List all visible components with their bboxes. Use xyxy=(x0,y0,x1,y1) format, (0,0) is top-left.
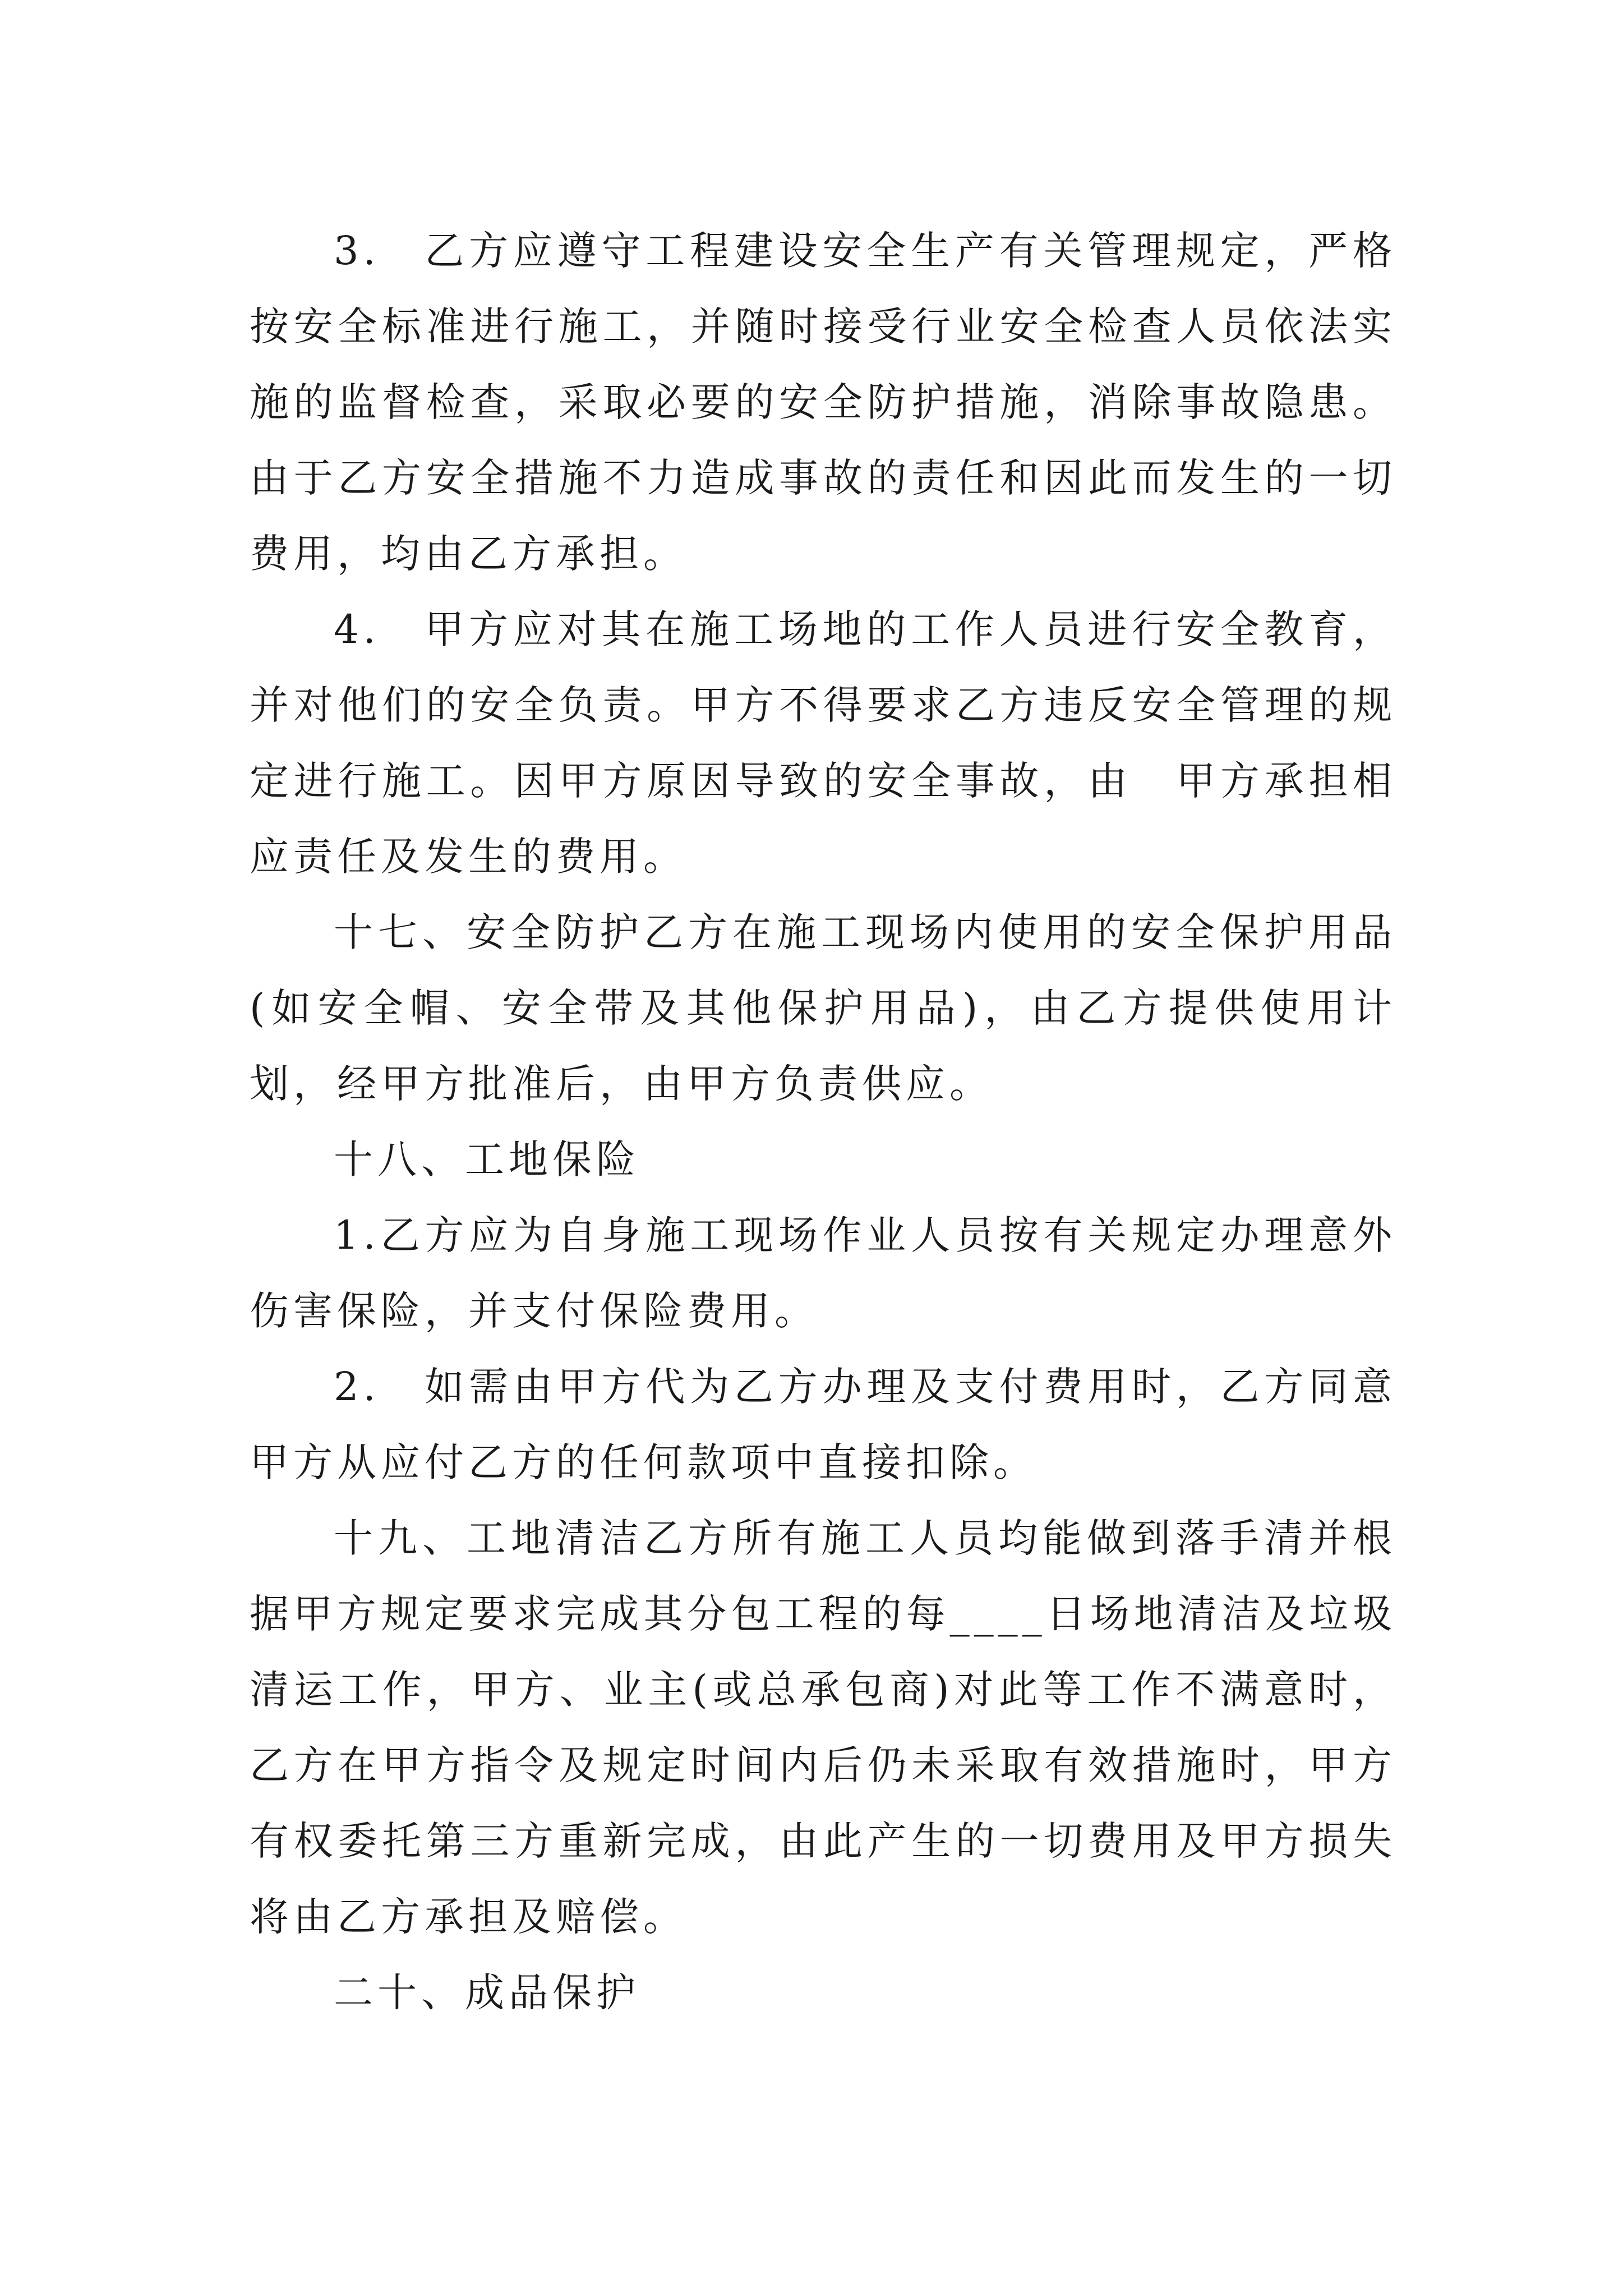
paragraph-safety-clause-3: 3. 乙方应遵守工程建设安全生产有关管理规定，严格按安全标准进行施工，并随时接受行业安全检查人员依法实施的监督检查，采取必要的安全防护措施，消除事故隐患。由于乙方安全措施不力造成事故的责任和因此而发生的一切费用，均由乙方承担。 xyxy=(250,228,1396,577)
paragraph-section-19-site-cleaning: 十九、工地清洁乙方所有施工人员均能做到落手清并根据甲方规定要求完成其分包工程的每____日场地清洁及垃圾清运工作，甲方、业主(或总承包商)对此等工作不满意时，乙方在甲方指令及规定时间内后仍未采取有效措施时，甲方有权委托第三方重新完成，由此产生的一切费用及甲方损失将由乙方承担及赔偿。 xyxy=(250,1515,1396,1940)
document-body xyxy=(250,213,1396,2031)
heading-section-20-finished-product-protection: 二十、成品保护 xyxy=(334,1970,640,2016)
paragraph-section-17-safety-protection: 十七、安全防护乙方在施工现场内使用的安全保护用品(如安全帽、安全带及其他保护用品)，由乙方提供使用计划，经甲方批准后，由甲方负责供应。 xyxy=(250,909,1396,1107)
heading-section-18-site-insurance: 十八、工地保险 xyxy=(334,1137,640,1182)
paragraph-insurance-clause-2: 2. 如需由甲方代为乙方办理及支付费用时，乙方同意甲方从应付乙方的任何款项中直接扣除。 xyxy=(250,1364,1396,1485)
paragraph-safety-clause-4: 4. 甲方应对其在施工场地的工作人员进行安全教育，并对他们的安全负责。甲方不得要求乙方违反安全管理的规定进行施工。因甲方原因导致的安全事故，由 甲方承担相应责任及发生的费用。 xyxy=(250,606,1396,880)
paragraph-insurance-clause-1: 1.乙方应为自身施工现场作业人员按有关规定办理意外伤害保险，并支付保险费用。 xyxy=(250,1212,1396,1334)
